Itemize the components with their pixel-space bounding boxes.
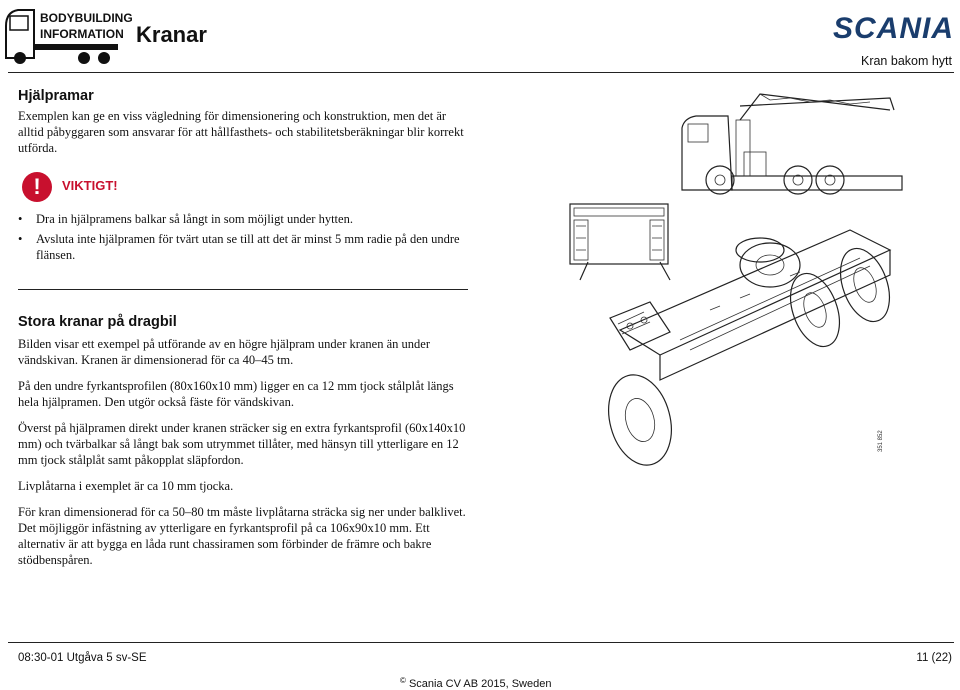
- document-version: 08:30-01 Utgåva 5 sv-SE: [18, 652, 147, 664]
- warning-label: VIKTIGT!: [62, 178, 118, 193]
- body-paragraph: Bilden visar ett exempel på utförande av en högre hjälpram under kranen än under vändskivan. Kranen är dimensionerad för ca 40–45 tm.: [18, 337, 430, 367]
- section-heading: Hjälpramar: [18, 88, 94, 104]
- section-heading: Stora kranar på dragbil: [18, 314, 177, 330]
- page-number: 11 (22): [916, 652, 952, 664]
- warning-icon: !: [22, 172, 52, 202]
- truck-side-view-drawing: [682, 94, 902, 194]
- intro-paragraph: Exemplen kan ge en viss vägledning för dimensionering och konstruktion, men det är alltid påbyggaren som ansvarar för att hållfasthets- och stabilitetsberäkningar blir korrekt utförda.: [18, 109, 464, 155]
- page-subtitle: Kran bakom hytt: [860, 54, 952, 68]
- section-stora-kranar: [18, 314, 468, 568]
- scania-logo: SCANIA: [832, 12, 954, 45]
- chassis-isometric-drawing: [599, 230, 899, 472]
- bullet-icon: •: [18, 212, 23, 226]
- page-title: Kranar: [136, 22, 207, 47]
- bullet-icon: •: [18, 232, 23, 246]
- body-paragraph: Överst på hjälpramen direkt under kranen sträcker sig en extra fyrkantsprofil (60x140x10 mm) och tvärbalkar så långt bak som utrymmet tillåter, med hänsyn till ytterligare en 12 mm tjock stålplåt samt påkopplat släpfordon.: [18, 421, 466, 467]
- figure-code: 351 852: [878, 430, 884, 452]
- section-hjalpramar: [18, 88, 468, 156]
- body-paragraph: På den undre fyrkantsprofilen (80x160x10 mm) ligger en ca 12 mm tjock stålplåt längs hela hjälpramen. Den utgör också fäste för vändskivan.: [18, 379, 454, 409]
- header-divider: [8, 72, 954, 73]
- footer-divider: [8, 642, 954, 643]
- frame-cross-section-drawing: [570, 204, 670, 280]
- bodybuilding-information-logo: [4, 4, 133, 66]
- crane-truck-illustration: [560, 80, 950, 460]
- body-paragraph: Livplåtarna i exemplet är ca 10 mm tjocka.: [18, 479, 234, 493]
- copyright: © Scania CV AB 2015, Sweden: [400, 676, 552, 690]
- copyright-symbol: ©: [400, 676, 406, 685]
- list-item: • Dra in hjälpramens balkar så långt in som möjligt under hytten.: [18, 212, 353, 226]
- svg-text:BODYBUILDING: BODYBUILDING: [40, 11, 133, 25]
- body-paragraph: För kran dimensionerad för ca 50–80 tm måste livplåtarna sträcka sig ner under balklivet. Det möjliggör infästning av ytterligare en fyrkantsprofil på ca 106x90x10 mm. Ett alternativ är att bygga en låda runt chassiramen som förbinder de främre och bakre stödbenspåren.: [18, 505, 466, 567]
- section-divider: [18, 289, 468, 290]
- warning-bullet-list: [18, 211, 468, 267]
- list-item: • Avsluta inte hjälpramen för tvärt utan se till att det är minst 5 mm radie på den undre flänsen.: [18, 232, 460, 262]
- svg-text:INFORMATION: INFORMATION: [40, 27, 124, 41]
